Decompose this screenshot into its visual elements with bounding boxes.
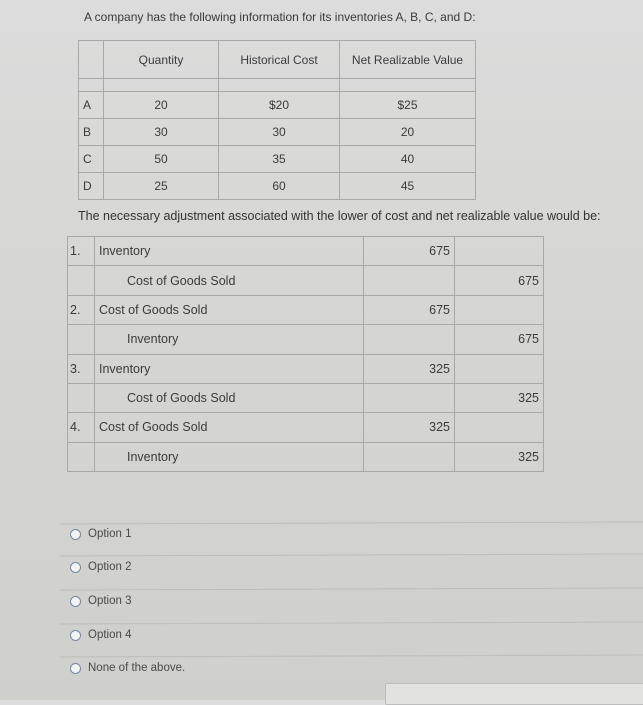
option-label: None of the above. [88,662,186,674]
row-quantity: 25 [104,173,219,200]
debit-account: Cost of Goods Sold [95,413,364,442]
answer-text-box[interactable] [385,683,643,705]
debit-amount: 325 [364,354,455,383]
intro-text: A company has the following information for its inventories A, B, C, and D: [84,10,476,24]
debit-account: Cost of Goods Sold [95,295,364,324]
table-row [79,173,476,200]
radio-icon[interactable] [70,663,81,674]
option-label: Option 4 [88,629,132,641]
credit-amount: 325 [455,383,544,412]
entry-number: 4. [68,413,95,442]
row-label: B [79,119,104,146]
credit-account: Inventory [95,325,364,354]
radio-icon[interactable] [70,529,81,540]
option-label: Option 2 [88,561,132,573]
entry-debit-row [68,295,544,324]
entry-credit-row [68,266,544,295]
credit-account: Cost of Goods Sold [95,266,364,295]
entry-number: 2. [68,295,95,324]
journal-entries-table [67,236,544,472]
debit-amount: 675 [364,237,455,266]
option-none[interactable] [70,662,185,674]
row-quantity: 20 [104,92,219,119]
credit-amount: 675 [455,266,544,295]
option-1[interactable] [70,528,131,540]
credit-amount-empty [455,237,544,266]
row-label: A [79,92,104,119]
entry-debit-row [68,413,544,442]
row-cost: 35 [219,146,340,173]
radio-icon[interactable] [70,596,81,607]
debit-account: Inventory [95,354,364,383]
header-historical-cost: Historical Cost [219,41,340,79]
table-row [79,92,476,119]
debit-amount: 675 [364,295,455,324]
row-nrv: 20 [340,119,476,146]
inventory-header-row [79,41,476,79]
debit-account: Inventory [95,237,364,266]
row-nrv: 40 [340,146,476,173]
table-row [79,146,476,173]
entry-debit-row [68,237,544,266]
option-label: Option 1 [88,528,132,540]
entry-credit-row [68,442,544,471]
radio-icon[interactable] [70,630,81,641]
option-label: Option 3 [88,595,132,607]
radio-icon[interactable] [70,562,81,573]
header-nrv: Net Realizable Value [340,41,476,79]
entry-credit-row [68,383,544,412]
debit-amount: 325 [364,413,455,442]
question-text: The necessary adjustment associated with the lower of cost and net realizable value would be: [78,209,601,223]
blank-row [79,79,476,92]
credit-account: Inventory [95,442,364,471]
entry-number: 1. [68,237,95,266]
entry-credit-row [68,325,544,354]
entry-number: 3. [68,354,95,383]
option-2[interactable] [70,561,131,573]
row-quantity: 30 [104,119,219,146]
row-cost: 60 [219,173,340,200]
row-label: C [79,146,104,173]
row-label: D [79,173,104,200]
header-quantity: Quantity [104,41,219,79]
option-4[interactable] [70,629,131,641]
inventory-table [78,40,476,200]
row-nrv: 45 [340,173,476,200]
row-quantity: 50 [104,146,219,173]
row-nrv: $25 [340,92,476,119]
credit-amount: 325 [455,442,544,471]
entry-debit-row [68,354,544,383]
row-cost: 30 [219,119,340,146]
credit-amount: 675 [455,325,544,354]
option-3[interactable] [70,595,131,607]
row-cost: $20 [219,92,340,119]
table-row [79,119,476,146]
header-label [79,41,104,79]
credit-account: Cost of Goods Sold [95,383,364,412]
